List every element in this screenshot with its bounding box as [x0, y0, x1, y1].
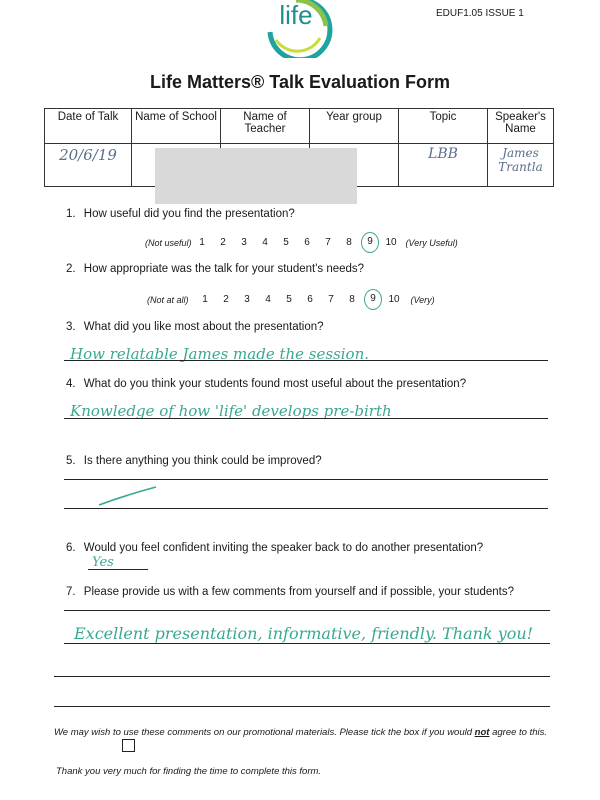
question-number: 7.	[66, 586, 76, 598]
header-topic: Topic	[399, 109, 488, 144]
topic-value: LBB	[399, 144, 488, 187]
header-date: Date of Talk	[45, 109, 132, 144]
scale-low-label: (Not useful)	[145, 237, 192, 248]
answer-7[interactable]: Excellent presentation, informative, friendly. Thank you!	[74, 624, 534, 643]
question-number: 1.	[66, 208, 76, 220]
consent-text: We may wish to use these comments on our promotional materials. Please tick the box if you would	[54, 727, 473, 738]
scale-option[interactable]: 4	[262, 237, 268, 248]
answer-line	[64, 610, 550, 611]
scale-option-selected[interactable]: 9	[364, 289, 382, 310]
question-3	[66, 321, 324, 333]
header-speaker: Speaker's Name	[488, 109, 554, 144]
life-logo	[258, 0, 334, 58]
header-school: Name of School	[132, 109, 221, 144]
scale-option[interactable]: 4	[265, 294, 271, 305]
speaker-value: James Trantla	[488, 144, 554, 187]
scale-option[interactable]: 2	[223, 294, 229, 305]
question-text: How useful did you find the presentation?	[83, 208, 295, 220]
scale-option[interactable]: 1	[202, 294, 208, 305]
question-number: 2.	[66, 263, 76, 275]
dash-mark	[96, 483, 160, 509]
rating-scale-2	[147, 289, 435, 310]
question-6	[66, 542, 483, 554]
logo-text: life	[279, 0, 313, 30]
scale-option[interactable]: 5	[286, 294, 292, 305]
scale-option[interactable]: 6	[307, 294, 313, 305]
question-text: Please provide us with a few comments from yourself and if possible, your students?	[83, 586, 514, 598]
scale-high-label: (Very)	[410, 294, 435, 305]
answer-line	[64, 479, 548, 480]
scale-option[interactable]: 1	[199, 237, 205, 248]
scale-option[interactable]: 5	[283, 237, 289, 248]
answer-line	[54, 676, 550, 677]
header-teacher: Name of Teacher	[221, 109, 310, 144]
answer-line	[88, 569, 148, 570]
consent-text-end: agree to this.	[492, 727, 548, 738]
answer-line	[64, 418, 548, 419]
scale-option-selected[interactable]: 9	[361, 232, 379, 253]
question-text: What do you think your students found most useful about the presentation?	[83, 378, 467, 390]
document-code: EDUF1.05 ISSUE 1	[436, 8, 524, 19]
question-text: How appropriate was the talk for your student's needs?	[83, 263, 365, 275]
scale-option[interactable]: 8	[349, 294, 355, 305]
thanks-note: Thank you very much for finding the time to complete this form.	[56, 766, 322, 777]
scale-option[interactable]: 7	[325, 237, 331, 248]
consent-not: not	[474, 727, 490, 738]
rating-scale-1	[145, 232, 458, 253]
question-number: 3.	[66, 321, 76, 333]
question-text: Would you feel confident inviting the speaker back to do another presentation?	[83, 542, 484, 554]
answer-3[interactable]: How relatable James made the session.	[70, 345, 370, 363]
scale-option[interactable]: 6	[304, 237, 310, 248]
question-number: 6.	[66, 542, 76, 554]
answer-line	[54, 706, 550, 707]
question-text: Is there anything you think could be improved?	[83, 455, 322, 467]
scale-option[interactable]: 10	[385, 237, 397, 248]
question-4	[66, 378, 466, 390]
form-title: Life Matters® Talk Evaluation Form	[150, 72, 450, 92]
scale-option[interactable]: 10	[388, 294, 400, 305]
question-2	[66, 263, 364, 275]
question-number: 4.	[66, 378, 76, 390]
header-year-group: Year group	[310, 109, 399, 144]
answer-6[interactable]: Yes	[92, 555, 114, 570]
answer-4[interactable]: Knowledge of how 'life' develops pre-birth	[70, 402, 392, 420]
scale-high-label: (Very Useful)	[405, 237, 458, 248]
scale-low-label: (Not at all)	[147, 294, 189, 305]
scale-option[interactable]: 8	[346, 237, 352, 248]
question-number: 5.	[66, 455, 76, 467]
question-text: What did you like most about the presentation?	[83, 321, 324, 333]
scale-option[interactable]: 3	[244, 294, 250, 305]
answer-line	[64, 643, 550, 644]
question-5	[66, 455, 322, 467]
question-7	[66, 586, 514, 598]
scale-option[interactable]: 2	[220, 237, 226, 248]
scale-option[interactable]: 7	[328, 294, 334, 305]
scale-option[interactable]: 3	[241, 237, 247, 248]
answer-line	[64, 508, 548, 509]
redaction-box	[155, 148, 357, 204]
answer-line	[64, 360, 548, 361]
question-1	[66, 208, 295, 220]
consent-checkbox[interactable]	[122, 739, 135, 752]
date-value: 20/6/19	[45, 144, 132, 187]
